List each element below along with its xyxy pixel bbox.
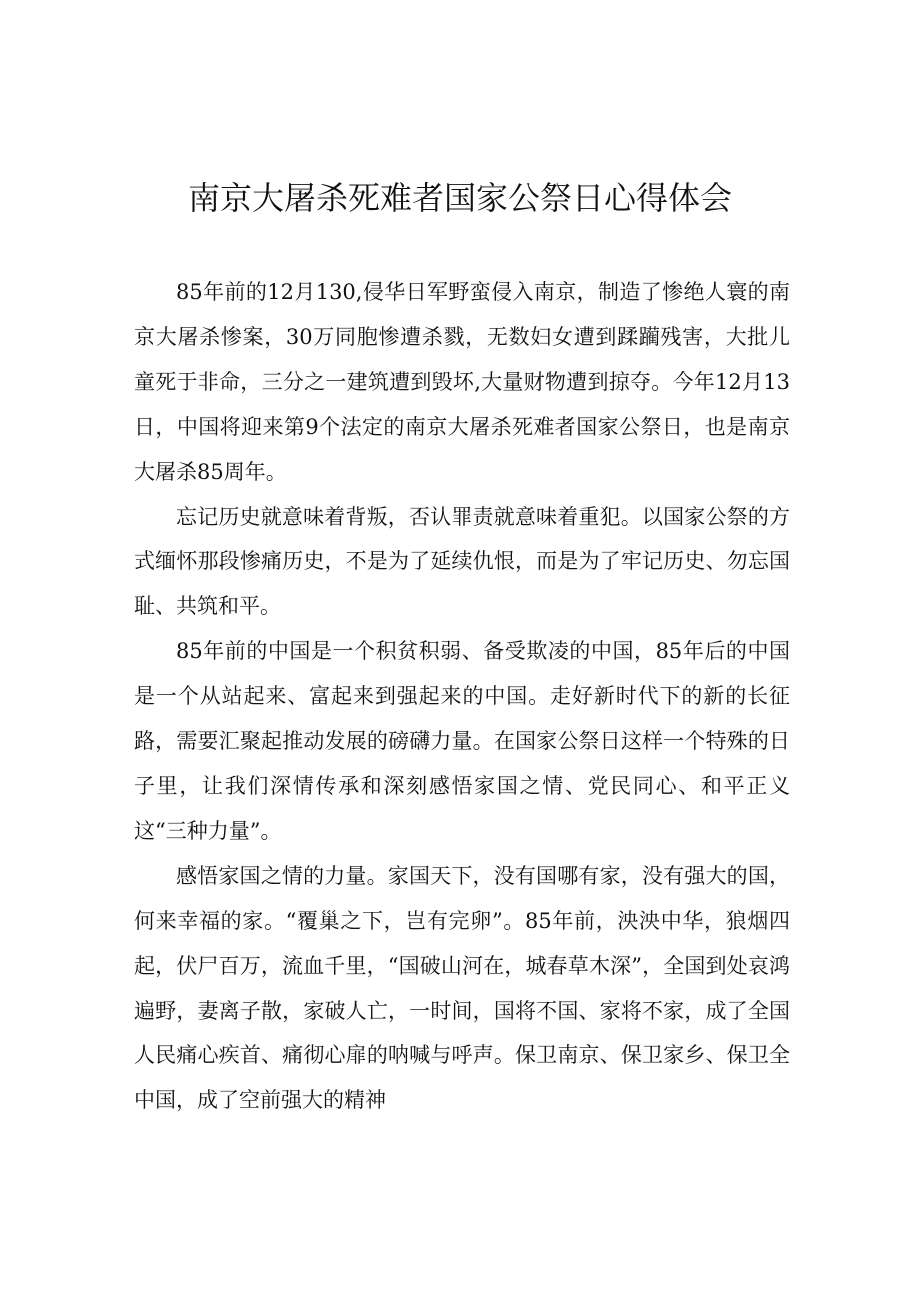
document-title: 南京大屠杀死难者国家公祭日心得体会 bbox=[187, 179, 732, 217]
paragraph-3: 85年前的中国是一个积贫积弱、备受欺凌的中国，85年后的中国是一个从站起来、富起来到强起来的中国。走好新时代下的新的长征路，需要汇聚起推动发展的磅礴力量。在国家公祭日这样一个特殊的日子里，让我们深情传承和深刻感悟家国之情、党民同心、和平正义这“三种力量”。 bbox=[134, 639, 790, 843]
paragraph-2: 忘记历史就意味着背叛，否认罪责就意味着重犯。以国家公祭的方式缅怀那段惨痛历史，不是为了延续仇恨，而是为了牢记历史、勿忘国耻、共筑和平。 bbox=[134, 504, 790, 619]
paragraph-1: 85年前的12月130,侵华日军野蛮侵入南京，制造了惨绝人寰的南京大屠杀惨案，30万同胞惨遭杀戮，无数妇女遭到蹂躏残害，大批儿童死于非命，三分之一建筑遭到毁坏,大量财物遭到掠夺。今年12月13日，中国将迎来第9个法定的南京大屠杀死难者国家公祭日，也是南京大屠杀85周年。 bbox=[134, 280, 790, 484]
document-body bbox=[134, 270, 790, 1123]
paragraph-4: 感悟家国之情的力量。家国天下，没有国哪有家，没有强大的国，何来幸福的家。“覆巢之下，岂有完卵”。85年前，泱泱中华，狼烟四起，伏尸百万，流血千里，“国破山河在，城春草木深”，全国到处哀鸿遍野，妻离子散，家破人亡，一时间，国将不国、家将不家，成了全国人民痛心疾首、痛彻心扉的呐喊与呼声。保卫南京、保卫家乡、保卫全中国，成了空前强大的精神 bbox=[134, 863, 790, 1113]
